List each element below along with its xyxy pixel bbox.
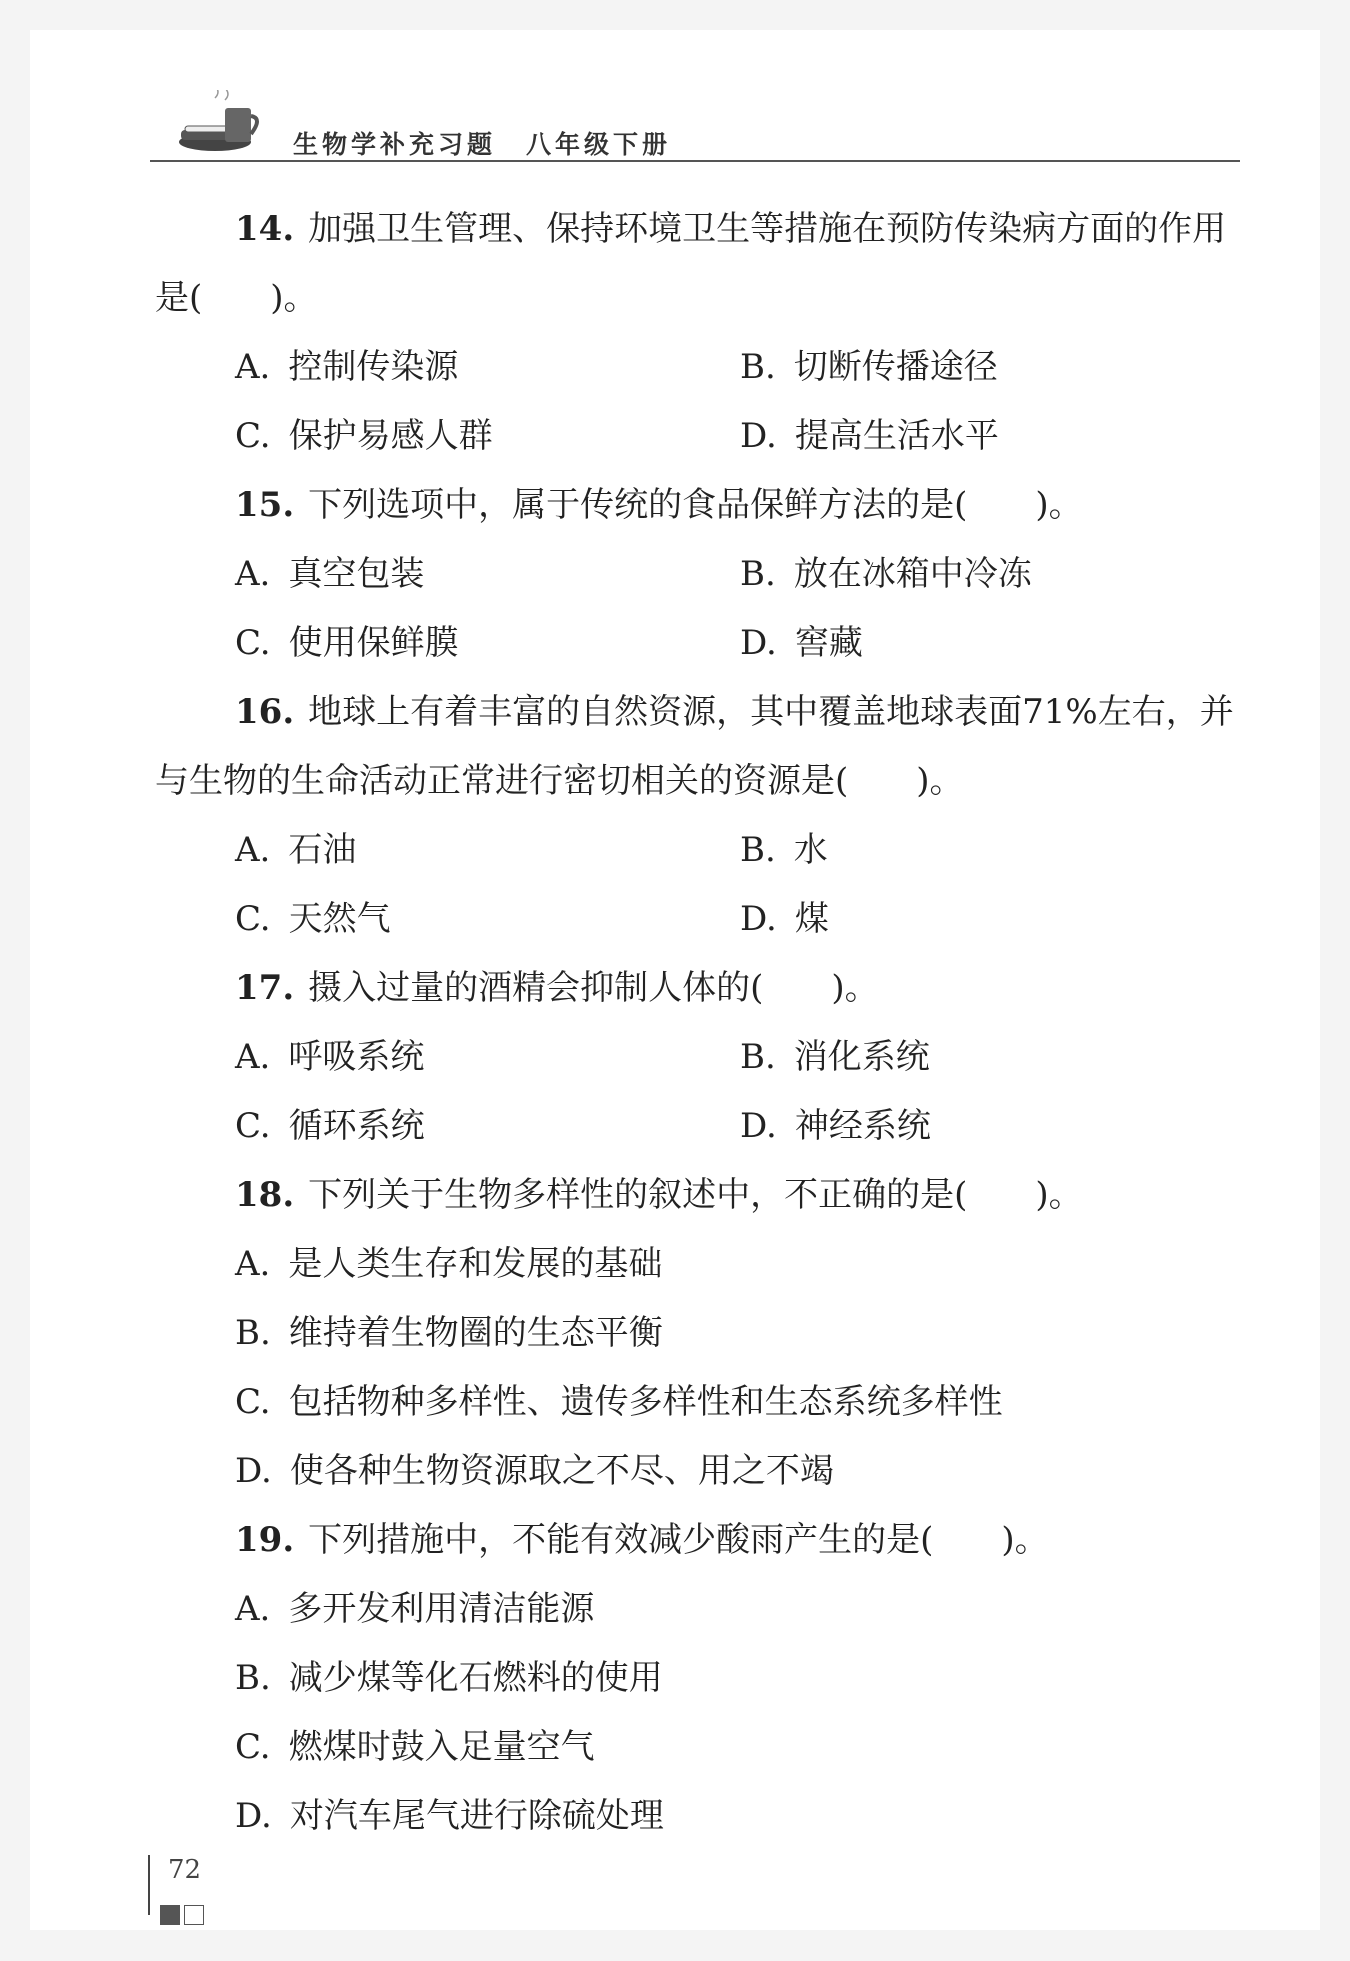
footer-divider xyxy=(148,1855,150,1915)
question-list xyxy=(155,195,1245,1851)
question-19 xyxy=(155,1506,1245,1851)
question-number: 18. xyxy=(235,1175,295,1215)
option-letter: A. xyxy=(235,1244,271,1284)
option-list xyxy=(155,816,1245,954)
question-text: 加强卫生管理、保持环境卫生等措施在预防传染病方面的作用是( )。 xyxy=(155,209,1227,318)
question-number: 14. xyxy=(235,209,295,249)
option-c[interactable] xyxy=(235,885,740,954)
question-number: 16. xyxy=(235,692,295,732)
option-text: 包括物种多样性、遗传多样性和生态系统多样性 xyxy=(288,1382,1003,1422)
question-text: 下列选项中，属于传统的食品保鲜方法的是( )。 xyxy=(308,485,1083,525)
option-b[interactable] xyxy=(740,333,1245,402)
option-letter: C. xyxy=(235,623,271,663)
option-letter: D. xyxy=(740,623,777,663)
option-c[interactable] xyxy=(235,1713,1245,1782)
option-text: 使用保鲜膜 xyxy=(288,623,459,663)
question-stem xyxy=(155,471,1245,540)
option-text: 石油 xyxy=(288,830,357,870)
question-14 xyxy=(155,195,1245,471)
question-17 xyxy=(155,954,1245,1161)
question-16 xyxy=(155,678,1245,954)
option-text: 对汽车尾气进行除硫处理 xyxy=(289,1796,664,1836)
page-number: 72 xyxy=(168,1855,202,1885)
option-d[interactable] xyxy=(740,885,1245,954)
question-stem xyxy=(155,954,1245,1023)
option-list xyxy=(155,1023,1245,1161)
option-text: 切断传播途径 xyxy=(793,347,998,387)
option-text: 保护易感人群 xyxy=(288,416,493,456)
header-title xyxy=(293,125,671,161)
question-15 xyxy=(155,471,1245,678)
book-and-cup-icon xyxy=(175,90,270,160)
option-d[interactable] xyxy=(740,609,1245,678)
grade-label: 八年级下册 xyxy=(526,130,672,159)
option-d[interactable] xyxy=(740,402,1245,471)
book-title: 生物学补充习题 xyxy=(293,130,497,159)
option-b[interactable] xyxy=(235,1644,1245,1713)
question-text: 下列措施中，不能有效减少酸雨产生的是( )。 xyxy=(308,1520,1049,1560)
option-a[interactable] xyxy=(235,1575,1245,1644)
option-list xyxy=(155,1575,1245,1851)
option-a[interactable] xyxy=(235,1023,740,1092)
option-text: 天然气 xyxy=(288,899,391,939)
option-text: 使各种生物资源取之不尽、用之不竭 xyxy=(289,1451,834,1491)
option-letter: D. xyxy=(235,1796,272,1836)
option-text: 煤 xyxy=(794,899,829,939)
option-text: 放在冰箱中冷冻 xyxy=(793,554,1032,594)
question-number: 17. xyxy=(235,968,295,1008)
question-stem xyxy=(155,678,1245,816)
option-text: 控制传染源 xyxy=(288,347,459,387)
option-list xyxy=(155,333,1245,471)
header-divider xyxy=(150,160,1240,162)
option-c[interactable] xyxy=(235,1368,1245,1437)
page xyxy=(30,30,1320,1930)
option-text: 呼吸系统 xyxy=(288,1037,425,1077)
option-b[interactable] xyxy=(235,1299,1245,1368)
option-a[interactable] xyxy=(235,333,740,402)
option-letter: A. xyxy=(235,347,271,387)
option-a[interactable] xyxy=(235,1230,1245,1299)
question-stem xyxy=(155,195,1245,333)
option-a[interactable] xyxy=(235,816,740,885)
option-text: 是人类生存和发展的基础 xyxy=(288,1244,663,1284)
option-letter: B. xyxy=(740,830,776,870)
option-letter: A. xyxy=(235,554,271,594)
option-letter: C. xyxy=(235,1727,271,1767)
page-footer xyxy=(148,1855,228,1945)
option-letter: C. xyxy=(235,416,271,456)
option-text: 多开发利用清洁能源 xyxy=(288,1589,595,1629)
option-letter: A. xyxy=(235,1589,271,1629)
option-c[interactable] xyxy=(235,402,740,471)
option-c[interactable] xyxy=(235,1092,740,1161)
empty-square-icon xyxy=(184,1905,204,1925)
option-a[interactable] xyxy=(235,540,740,609)
option-d[interactable] xyxy=(740,1092,1245,1161)
option-text: 燃煤时鼓入足量空气 xyxy=(288,1727,595,1767)
option-list xyxy=(155,1230,1245,1506)
option-list xyxy=(155,540,1245,678)
question-text: 摄入过量的酒精会抑制人体的( )。 xyxy=(308,968,879,1008)
page-header xyxy=(150,85,1240,165)
question-text: 地球上有着丰富的自然资源，其中覆盖地球表面71%左右，并与生物的生命活动正常进行密切相关的资源是( )。 xyxy=(155,692,1234,801)
option-text: 真空包装 xyxy=(288,554,425,594)
option-letter: B. xyxy=(235,1658,271,1698)
question-stem xyxy=(155,1161,1245,1230)
option-b[interactable] xyxy=(740,1023,1245,1092)
option-text: 消化系统 xyxy=(793,1037,930,1077)
option-letter: D. xyxy=(740,899,777,939)
option-letter: C. xyxy=(235,1106,271,1146)
option-letter: A. xyxy=(235,830,271,870)
option-c[interactable] xyxy=(235,609,740,678)
option-letter: B. xyxy=(235,1313,271,1353)
option-text: 水 xyxy=(793,830,828,870)
option-d[interactable] xyxy=(235,1437,1245,1506)
option-letter: D. xyxy=(235,1451,272,1491)
option-text: 窖藏 xyxy=(794,623,863,663)
filled-square-icon xyxy=(160,1905,180,1925)
option-letter: A. xyxy=(235,1037,271,1077)
option-letter: B. xyxy=(740,347,776,387)
option-letter: C. xyxy=(235,1382,271,1422)
question-18 xyxy=(155,1161,1245,1506)
question-text: 下列关于生物多样性的叙述中，不正确的是( )。 xyxy=(308,1175,1083,1215)
question-number: 15. xyxy=(235,485,295,525)
question-number: 19. xyxy=(235,1520,295,1560)
option-b[interactable] xyxy=(740,540,1245,609)
option-letter: D. xyxy=(740,1106,777,1146)
option-letter: C. xyxy=(235,899,271,939)
option-letter: B. xyxy=(740,1037,776,1077)
option-text: 循环系统 xyxy=(288,1106,425,1146)
option-text: 维持着生物圈的生态平衡 xyxy=(288,1313,663,1353)
option-d[interactable] xyxy=(235,1782,1245,1851)
option-text: 减少煤等化石燃料的使用 xyxy=(288,1658,663,1698)
question-stem xyxy=(155,1506,1245,1575)
option-text: 神经系统 xyxy=(794,1106,931,1146)
option-text: 提高生活水平 xyxy=(794,416,999,456)
option-letter: B. xyxy=(740,554,776,594)
option-b[interactable] xyxy=(740,816,1245,885)
option-letter: D. xyxy=(740,416,777,456)
